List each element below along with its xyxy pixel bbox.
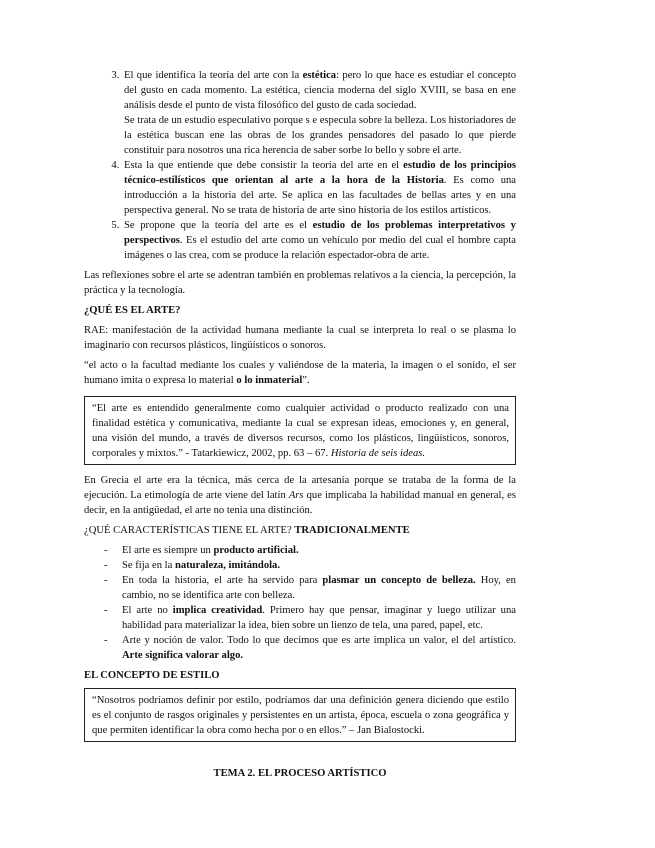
list-item — [84, 633, 516, 663]
paragraph-reflexiones: Las reflexiones sobre el arte se adentran también en problemas relativos a la ciencia, la percepción, la práctica y la tecnología. — [84, 270, 516, 296]
dash-marker: - — [104, 605, 108, 616]
paragraph-rae: RAE: manifestación de la actividad humana mediante la cual se interpreta lo real o se plasma lo imaginario con recursos plásticos, lingüísticos o sonoros. — [84, 325, 516, 351]
italic-text: Ars — [288, 490, 304, 501]
bold-text: o lo inmaterial — [236, 375, 303, 386]
text: que implicaba la habilidad manual en general, es decir, en la antigüedad, el arte no tenia una distinción. — [84, 490, 516, 516]
text: En toda la historia, el arte ha servido para — [122, 575, 323, 586]
text: Se trata de un estudio especulativo porque s e especula sobre la belleza. Los historiadores de la estética buscan ene las obras de los grandes pensadores del pasado lo que pierde constituir para nosotros una rica herencia de saber sorbe lo bello y sobre el arte. — [124, 115, 516, 156]
text: En Grecia el arte era la técnica, más cerca de la artesanía porque se trataba de la forma de la ejecución. La etimología de arte viene del latín — [84, 475, 516, 501]
paragraph-quote-acto — [84, 358, 516, 388]
text: Esta la que entiende que debe consistir la teoría del arte en el — [124, 160, 404, 171]
paragraph-grecia — [84, 473, 516, 518]
item-3-para-2 — [124, 113, 516, 158]
item-4-para — [124, 158, 516, 218]
bold-text: estudio de los problemas interpretativos y perspectivos — [124, 220, 516, 246]
list-item — [122, 158, 516, 218]
text: : pero lo que hace es estudiar el concepto del gusto en cada momento. La estética, ciencia moderna del siglo XVIII, se basa en ene análisis desde el punto de vista filosófico del gusto de cada sociedad. — [124, 70, 516, 111]
item-5-para — [124, 218, 516, 263]
quote-box-bialostocki — [84, 688, 516, 742]
bold-text: estética — [302, 70, 337, 81]
list-item — [84, 558, 516, 573]
list-item — [84, 603, 516, 633]
text: “el acto o la facultad mediante los cuales y valiéndose de la materia, la imagen o el sonido, el ser humano imita o expresa lo material — [84, 360, 516, 386]
heading-que-es-el-arte: ¿QUÉ ES EL ARTE? — [84, 305, 181, 316]
bold-text: implica creatividad — [172, 605, 263, 616]
quote-box-tatarkiewicz — [84, 396, 516, 465]
dash-list — [84, 543, 516, 663]
text: Hoy, en cambio, no se identifica arte con belleza. — [122, 575, 516, 601]
heading-concepto-de-estilo: EL CONCEPTO DE ESTILO — [84, 670, 220, 681]
quote-text: “Nosotros podríamos definir por estilo, podríamos dar una definición genera diciendo que estilo es el conjunto de rasgos originales y persistentes en un artista, época, escuela o zona geográfica y que permiten identificar la obra como hecha por o en ellos.” – Jan Bialostocki. — [92, 695, 509, 736]
bold-text: Arte significa valorar algo. — [122, 650, 244, 661]
bold-text: TRADICIONALMENTE — [294, 525, 410, 536]
text: . Es como una introducción a la historia del arte. Se aplica en las facultades de bellas artes y en una perspectiva general. No se trata de historia de arte sino historia de los estilos artísticos. — [124, 175, 516, 216]
dash-marker: - — [104, 545, 108, 556]
tema-title: TEMA 2. EL PROCESO ARTÍSTICO — [213, 768, 387, 779]
dash-marker: - — [104, 560, 108, 571]
text: El arte es siempre un — [122, 545, 214, 556]
text: Se fija en la — [122, 560, 175, 571]
text: Arte y noción de valor. Todo lo que decimos que es arte implica un valor, el del artístico. — [122, 635, 516, 646]
text: ”. — [302, 375, 310, 386]
list-item — [84, 573, 516, 603]
item-3-para-1 — [124, 68, 516, 113]
quote-text: “El arte es entendido generalmente como cualquier actividad o producto realizado con una finalidad estética y comunicativa, mediante la cual se expresan ideas, emociones y, en general, una visión del mundo, a través de diversos recursos, como los plásticos, lingüísticos, sonoros, corporales y mixtos.” - Tatarkiewicz, 2002, pp. 63 – 67. — [92, 403, 509, 459]
heading-caracteristicas — [84, 523, 516, 538]
numbered-list — [84, 68, 516, 263]
text: El arte no — [122, 605, 173, 616]
dash-marker: - — [104, 575, 108, 586]
dash-marker: - — [104, 635, 108, 646]
text: . Es el estudio del arte como un vehículo por medio del cual el hombre capta imágenes o las crea, com se produce la relación espectador-obra de arte. — [124, 235, 516, 261]
bold-text: producto artificial. — [213, 545, 299, 556]
bold-text: plasmar un concepto de belleza. — [322, 575, 476, 586]
list-item — [84, 543, 516, 558]
text: ¿QUÉ CARACTERÍSTICAS TIENE EL ARTE? — [84, 525, 295, 536]
bold-text: naturaleza, imitándola. — [174, 560, 281, 571]
italic-citation: Historia de seis ideas. — [330, 448, 426, 459]
page-content — [84, 68, 516, 781]
list-item — [122, 68, 516, 158]
text: El que identifica la teoría del arte con la — [124, 70, 303, 81]
text: Se propone que la teoría del arte es el — [124, 220, 313, 231]
list-item — [122, 218, 516, 263]
bold-text: estudio de los principios técnico-estilísticos que orientan al arte a la hora de la Historia — [124, 160, 516, 186]
text: . Primero hay que pensar, imaginar y luego utilizar una habilidad para materializar la idea, bien sobre un lienzo de tela, una pared, papel, etc. — [122, 605, 516, 631]
